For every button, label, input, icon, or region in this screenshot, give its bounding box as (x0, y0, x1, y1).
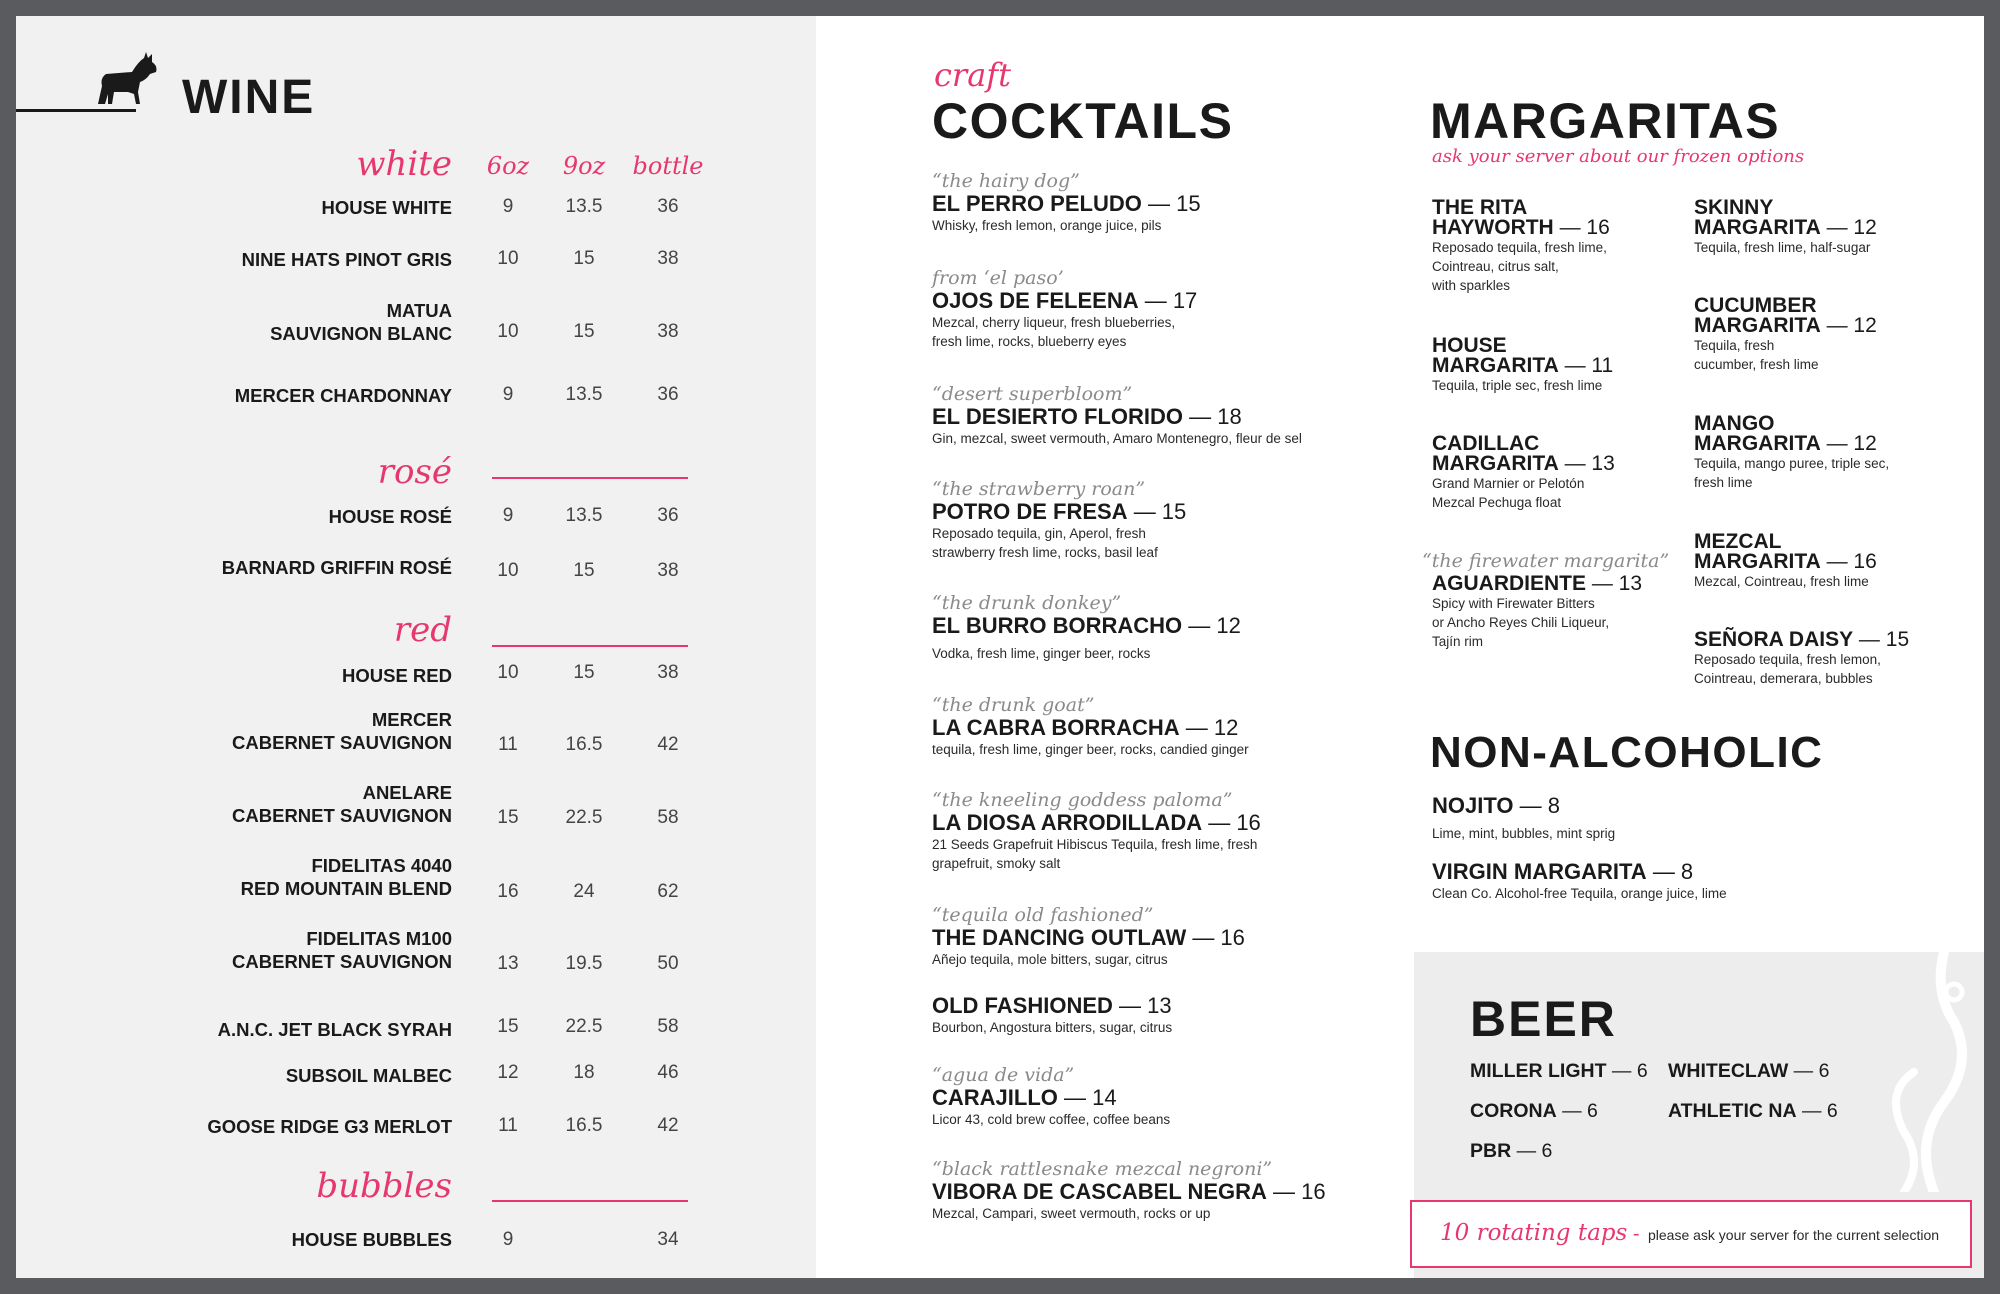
margarita-name-line (1694, 434, 1954, 454)
wine-name: NINE HATS PINOT GRIS (241, 249, 452, 270)
price-9oz: 13.5 (565, 505, 603, 526)
wine-name (136, 927, 452, 973)
price-bottle: 42 (657, 734, 679, 755)
price-6oz: 9 (502, 196, 514, 217)
margarita-item (1694, 414, 1954, 492)
beer-name: CORONA (1470, 1100, 1557, 1122)
cocktail-nickname: “the strawberry roan” (932, 478, 1146, 500)
cocktail-nickname: “desert superbloom” (932, 383, 1133, 405)
price-bottle: 38 (657, 248, 679, 269)
cocktail-price: — 14 (1057, 1085, 1117, 1110)
cocktail-desc: Mezcal, Campari, sweet vermouth, rocks or up (932, 1206, 1211, 1221)
cocktail-name-text: LA DIOSA ARRODILLADA (932, 810, 1203, 835)
margarita-name-text: MARGARITA (1694, 550, 1821, 573)
cocktail-item (932, 994, 1392, 1037)
wine-name-line: FIDELITAS 4040 (311, 855, 452, 876)
goat-icon (92, 52, 162, 112)
cocktail-item (932, 592, 1392, 663)
price-6oz: 15 (497, 1016, 519, 1037)
margarita-desc: Tequila, fresh lime, half-sugar (1694, 240, 1871, 255)
cocktail-name (932, 1086, 1392, 1110)
taps-line (1440, 1220, 1939, 1246)
col-9oz: 9oz (562, 152, 606, 180)
margarita-name-line (1432, 356, 1672, 376)
price-6oz: 11 (498, 1115, 518, 1136)
margarita-desc: Grand Marnier or Pelotón (1432, 476, 1585, 491)
cocktail-desc: 21 Seeds Grapefruit Hibiscus Tequila, fresh lime, fresh (932, 837, 1258, 852)
wine-name: GOOSE RIDGE G3 MERLOT (207, 1116, 452, 1137)
col-bottle: bottle (632, 152, 704, 180)
wine-name: BARNARD GRIFFIN ROSÉ (221, 557, 452, 578)
chili-pepper-decoration (1874, 952, 1984, 1192)
margarita-item (1422, 550, 1672, 651)
price-9oz: 22.5 (565, 1016, 603, 1037)
margarita-desc: or Ancho Reyes Chili Liqueur, (1432, 615, 1610, 630)
margarita-name-text: MARGARITA (1694, 314, 1821, 337)
wine-name: A.N.C. JET BLACK SYRAH (217, 1019, 452, 1040)
cocktail-price: — 16 (1202, 810, 1261, 835)
price-6oz: 16 (497, 881, 519, 902)
beer-item (1668, 1060, 1829, 1083)
cocktail-name-text: EL BURRO BORRACHO (932, 613, 1183, 638)
section-red: red (393, 610, 452, 650)
margarita-name-line: CUCUMBER (1694, 294, 1817, 317)
price-9oz: 13.5 (565, 196, 603, 217)
price-bottle: 36 (657, 196, 679, 217)
na-name (1432, 860, 1952, 884)
beer-price: — 6 (1788, 1060, 1830, 1082)
na-desc: Lime, mint, bubbles, mint sprig (1432, 826, 1616, 841)
na-price: — 8 (1513, 793, 1560, 818)
price-bottle: 58 (657, 807, 679, 828)
price-6oz: 9 (502, 384, 514, 405)
margarita-price: — 15 (1853, 628, 1910, 651)
cocktail-item (932, 1064, 1392, 1129)
price-9oz: 24 (573, 881, 595, 902)
wine-name (136, 854, 452, 900)
wine-name-line: CABERNET SAUVIGNON (232, 951, 452, 972)
wine-name (136, 708, 452, 754)
cocktail-item (932, 383, 1392, 448)
cocktail-name (932, 811, 1392, 835)
margarita-item (1432, 198, 1672, 295)
cocktail-price: — 18 (1183, 404, 1242, 429)
na-item (1432, 860, 1952, 903)
wine-name-line: MERCER (371, 709, 452, 730)
margarita-name-line: CADILLAC (1432, 432, 1540, 455)
cocktail-desc: Reposado tequila, gin, Aperol, fresh (932, 526, 1146, 541)
margarita-price: — 16 (1553, 216, 1610, 239)
cocktail-price: — 17 (1138, 288, 1198, 313)
margarita-price: — 11 (1558, 354, 1614, 377)
beer-name: ATHLETIC NA (1668, 1100, 1797, 1122)
section-rule (492, 477, 688, 479)
margarita-name-text: HAYWORTH (1432, 216, 1554, 239)
beer-name: MILLER LIGHT (1470, 1060, 1607, 1082)
margarita-name-line (1432, 454, 1672, 474)
wine-name-line: RED MOUNTAIN BLEND (240, 878, 452, 899)
cocktail-item (932, 1158, 1392, 1223)
wine-name-line: CABERNET SAUVIGNON (232, 805, 452, 826)
section-white: white (356, 144, 452, 184)
cocktail-desc: tequila, fresh lime, ginger beer, rocks, candied ginger (932, 742, 1249, 757)
price-bottle: 34 (657, 1229, 679, 1250)
margarita-desc: fresh lime (1694, 475, 1753, 490)
margaritas-title: MARGARITAS (1430, 93, 1781, 149)
margarita-name-text: MARGARITA (1694, 216, 1821, 239)
beer-item (1470, 1060, 1648, 1083)
margarita-price: — 12 (1820, 216, 1877, 239)
margarita-name-text: SEÑORA DAISY (1694, 628, 1854, 651)
cocktail-name (932, 405, 1392, 429)
cocktail-item (932, 789, 1392, 873)
price-6oz: 15 (497, 807, 519, 828)
margarita-price: — 16 (1820, 550, 1877, 573)
cocktail-name (932, 1180, 1392, 1204)
price-bottle: 38 (657, 662, 679, 683)
price-bottle: 38 (657, 560, 679, 581)
margarita-name-text: AGUARDIENTE (1432, 572, 1587, 595)
margaritas-subtitle: ask your server about our frozen options (1432, 146, 1805, 167)
margarita-name-text: MARGARITA (1694, 432, 1821, 455)
cocktail-desc: Whisky, fresh lemon, orange juice, pils (932, 218, 1162, 233)
cocktail-desc: Añejo tequila, mole bitters, sugar, citrus (932, 952, 1168, 967)
price-9oz: 18 (573, 1062, 595, 1083)
margarita-desc: Cointreau, demerara, bubbles (1694, 671, 1873, 686)
price-6oz: 10 (497, 248, 519, 269)
margarita-item (1694, 198, 1954, 257)
cocktail-item (932, 478, 1392, 562)
cocktail-desc: Gin, mezcal, sweet vermouth, Amaro Montenegro, fleur de sel (932, 431, 1302, 446)
margarita-item (1432, 434, 1672, 512)
margarita-name-line: SKINNY (1694, 196, 1774, 219)
cocktail-item (932, 694, 1392, 759)
col-6oz: 6oz (486, 152, 530, 180)
price-6oz: 13 (497, 953, 519, 974)
wine-name (136, 299, 452, 345)
margarita-price: — 12 (1820, 314, 1877, 337)
cocktail-name (932, 994, 1392, 1018)
wine-name: MERCER CHARDONNAY (234, 385, 452, 406)
margarita-name-line (1432, 218, 1672, 238)
cocktail-name (932, 614, 1392, 638)
na-price: — 8 (1646, 859, 1694, 884)
cocktail-nickname: “the kneeling goddess paloma” (932, 789, 1233, 811)
price-6oz: 10 (497, 560, 519, 581)
cocktail-desc: Licor 43, cold brew coffee, coffee beans (932, 1112, 1171, 1127)
price-9oz: 16.5 (565, 1115, 603, 1136)
margarita-nickname: “the firewater margarita” (1422, 550, 1670, 572)
section-rose: rosé (377, 452, 452, 492)
wine-title: WINE (182, 71, 316, 124)
price-9oz: 22.5 (565, 807, 603, 828)
margarita-desc: Tequila, fresh (1694, 338, 1775, 353)
cocktails-title: COCKTAILS (932, 93, 1234, 149)
price-9oz: 16.5 (565, 734, 603, 755)
cocktail-name-text: LA CABRA BORRACHA (932, 715, 1180, 740)
cocktail-price: — 13 (1112, 993, 1172, 1018)
margarita-desc: Reposado tequila, fresh lemon, (1694, 652, 1881, 667)
section-rule (492, 1200, 688, 1202)
margarita-name-text: MARGARITA (1432, 354, 1559, 377)
wine-name: HOUSE BUBBLES (291, 1229, 452, 1250)
margarita-name-line (1432, 574, 1672, 594)
wine-name: HOUSE WHITE (321, 197, 452, 218)
cocktail-name-text: EL DESIERTO FLORIDO (932, 404, 1183, 429)
price-6oz: 11 (498, 734, 518, 755)
margarita-name-line: MEZCAL (1694, 530, 1782, 553)
na-desc: Clean Co. Alcohol-free Tequila, orange juice, lime (1432, 886, 1727, 901)
beer-price: — 6 (1796, 1100, 1838, 1122)
wine-name: SUBSOIL MALBEC (285, 1065, 452, 1086)
cocktail-name-text: OLD FASHIONED (932, 993, 1113, 1018)
cocktail-desc: Vodka, fresh lime, ginger beer, rocks (932, 646, 1151, 661)
margarita-name-line (1694, 630, 1954, 650)
taps-note: please ask your server for the current selection (1647, 1227, 1940, 1243)
beer-price: — 6 (1606, 1060, 1648, 1082)
cocktail-name-text: POTRO DE FRESA (932, 499, 1128, 524)
price-6oz: 9 (502, 1229, 514, 1250)
price-bottle: 36 (657, 384, 679, 405)
cocktail-name-text: OJOS DE FELEENA (932, 288, 1139, 313)
section-bubbles: bubbles (316, 1166, 452, 1206)
na-name-text: NOJITO (1432, 793, 1514, 818)
cocktail-desc: Mezcal, cherry liqueur, fresh blueberries, (932, 315, 1176, 330)
margarita-price: — 13 (1586, 572, 1643, 595)
cocktail-desc: strawberry fresh lime, rocks, basil leaf (932, 545, 1158, 560)
rotating-taps-box (1410, 1200, 1972, 1268)
margarita-desc: Tequila, mango puree, triple sec, (1694, 456, 1890, 471)
wine-name-line: ANELARE (362, 782, 452, 803)
cocktail-price: — 15 (1141, 191, 1201, 216)
price-9oz: 15 (573, 662, 595, 683)
non-alcoholic-title: NON-ALCOHOLIC (1430, 728, 1824, 777)
cocktail-price: — 15 (1127, 499, 1187, 524)
price-bottle: 42 (657, 1115, 679, 1136)
wine-name-line: CABERNET SAUVIGNON (232, 732, 452, 753)
cocktail-item (932, 267, 1392, 351)
margarita-name-line (1694, 552, 1954, 572)
price-bottle: 50 (657, 953, 679, 974)
margarita-name-line: MANGO (1694, 412, 1775, 435)
beer-price: — 6 (1511, 1140, 1553, 1162)
margarita-desc: Mezcal Pechuga float (1432, 495, 1562, 510)
beer-title: BEER (1470, 991, 1617, 1047)
cocktail-name (932, 716, 1392, 740)
price-bottle: 46 (657, 1062, 679, 1083)
price-6oz: 12 (497, 1062, 519, 1083)
na-name-text: VIRGIN MARGARITA (1432, 859, 1647, 884)
cocktail-nickname: “the drunk donkey” (932, 592, 1122, 614)
price-6oz: 10 (497, 321, 519, 342)
price-bottle: 58 (657, 1016, 679, 1037)
cocktail-nickname: “black rattlesnake mezcal negroni” (932, 1158, 1273, 1180)
margarita-name-line: HOUSE (1432, 334, 1507, 357)
cocktail-nickname: “agua de vida” (932, 1064, 1075, 1086)
beer-item (1470, 1100, 1598, 1123)
cocktail-nickname: “the drunk goat” (932, 694, 1095, 716)
beer-name: WHITECLAW (1668, 1060, 1789, 1082)
margarita-name-line: THE RITA (1432, 196, 1528, 219)
cocktail-price: — 12 (1182, 613, 1241, 638)
margarita-desc: with sparkles (1432, 278, 1511, 293)
margarita-price: — 12 (1820, 432, 1877, 455)
price-9oz: 15 (573, 321, 595, 342)
margarita-name-line (1694, 316, 1954, 336)
margarita-item (1694, 630, 1954, 688)
price-9oz: 13.5 (565, 384, 603, 405)
margarita-desc: Mezcal, Cointreau, fresh lime (1694, 574, 1869, 589)
cocktail-desc: grapefruit, smoky salt (932, 856, 1061, 871)
taps-dash: - (1627, 1223, 1640, 1245)
margarita-desc: Cointreau, citrus salt, (1432, 259, 1559, 274)
cocktail-name-text: CARAJILLO (932, 1085, 1058, 1110)
margarita-desc: cucumber, fresh lime (1694, 357, 1819, 372)
wine-name (136, 781, 452, 827)
section-rule (492, 645, 688, 647)
margarita-name-line (1694, 218, 1954, 238)
cocktail-nickname: “the hairy dog” (932, 170, 1080, 192)
wine-name-line: MATUA (386, 300, 452, 321)
cocktail-name-text: VIBORA DE CASCABEL NEGRA (932, 1179, 1267, 1204)
beer-item (1470, 1140, 1552, 1163)
cocktail-name (932, 500, 1392, 524)
wine-name-line: SAUVIGNON BLANC (270, 323, 452, 344)
price-6oz: 9 (502, 505, 514, 526)
cocktail-price: — 16 (1266, 1179, 1326, 1204)
na-item (1432, 794, 1952, 843)
margarita-price: — 13 (1558, 452, 1615, 475)
cocktail-item (932, 170, 1392, 235)
margarita-item (1432, 336, 1672, 395)
na-name (1432, 794, 1952, 818)
wine-page (16, 16, 816, 1278)
beer-item (1668, 1100, 1838, 1123)
price-bottle: 36 (657, 505, 679, 526)
cocktail-desc: Bourbon, Angostura bitters, sugar, citrus (932, 1020, 1173, 1035)
margarita-desc: Reposado tequila, fresh lime, (1432, 240, 1607, 255)
wine-name: HOUSE ROSÉ (328, 506, 452, 527)
cocktail-name (932, 192, 1392, 216)
cocktail-desc: fresh lime, rocks, blueberry eyes (932, 334, 1127, 349)
margarita-desc: Tajín rim (1432, 634, 1484, 649)
cocktail-price: — 12 (1179, 715, 1239, 740)
price-9oz: 15 (573, 248, 595, 269)
wine-name: HOUSE RED (342, 665, 452, 686)
beer-price: — 6 (1556, 1100, 1598, 1122)
price-9oz: 15 (573, 560, 595, 581)
cocktail-price: — 16 (1186, 925, 1245, 950)
margarita-desc: Tequila, triple sec, fresh lime (1432, 378, 1603, 393)
price-6oz: 10 (497, 662, 519, 683)
price-bottle: 38 (657, 321, 679, 342)
beer-name: PBR (1470, 1140, 1512, 1162)
cocktail-name-text: EL PERRO PELUDO (932, 191, 1142, 216)
cocktail-nickname: “tequila old fashioned” (932, 904, 1154, 926)
margarita-item (1694, 532, 1954, 591)
price-bottle: 62 (657, 881, 679, 902)
cocktail-nickname: from ‘el paso’ (932, 267, 1064, 289)
margarita-item (1694, 296, 1954, 374)
cocktail-item (932, 904, 1392, 969)
margarita-desc: Spicy with Firewater Bitters (1432, 596, 1595, 611)
cocktail-name-text: THE DANCING OUTLAW (932, 925, 1187, 950)
wine-name-line: FIDELITAS M100 (306, 928, 452, 949)
margarita-name-text: MARGARITA (1432, 452, 1559, 475)
cocktail-name (932, 289, 1392, 313)
price-9oz: 19.5 (565, 953, 603, 974)
cocktails-kicker: craft (934, 56, 1011, 94)
taps-main: 10 rotating taps (1440, 1220, 1628, 1246)
cocktail-name (932, 926, 1392, 950)
